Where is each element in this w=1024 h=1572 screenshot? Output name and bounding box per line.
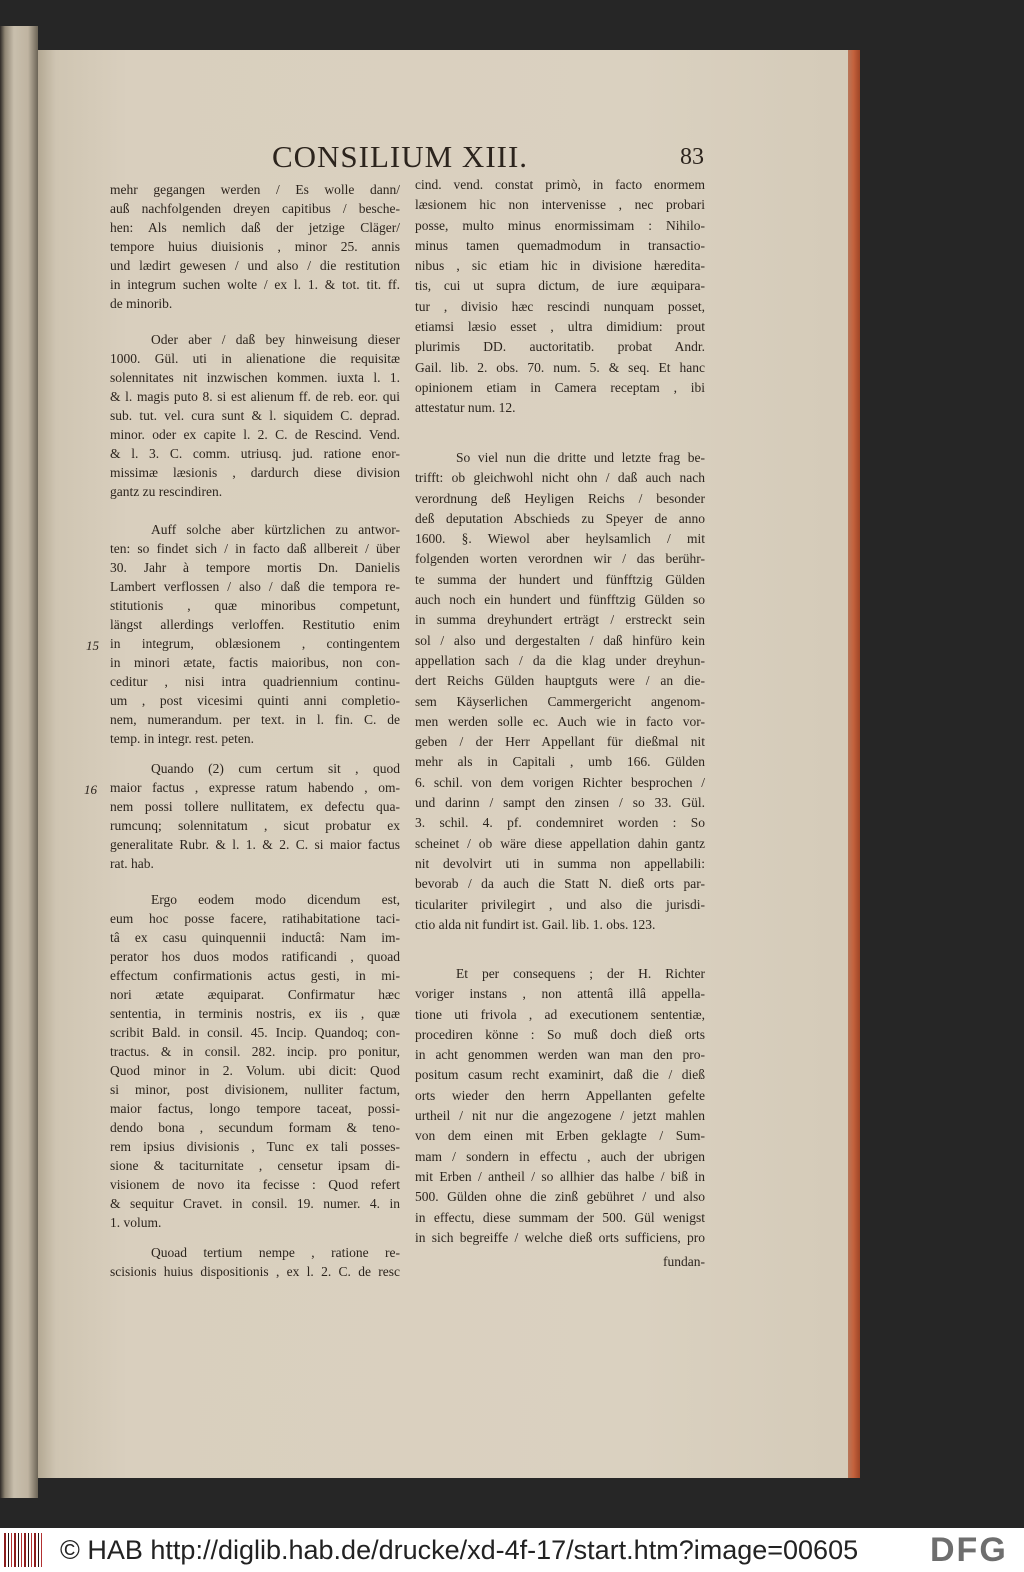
text-line: sem Käyserlichen Cammergericht angenom- — [415, 693, 705, 709]
text-line: mit Erben / antheil / so allhier das halbe / biß in — [415, 1168, 705, 1184]
text-line: appellation sach / da die klag under dreyhun- — [415, 652, 705, 668]
text-line: dendo bona , secundum formam & teno- — [110, 1120, 400, 1135]
text-line: in summa dreyhundert erträgt / erstreckt sein — [415, 612, 705, 628]
text-line: hen: Als nemlich daß der jetzige Cläger/ — [110, 220, 400, 235]
text-line: solennitates nit inzwischen kommen. iuxta l. 1. — [110, 370, 400, 385]
text-line: orts wieder den herrn Appellanten gefelte — [415, 1087, 705, 1103]
text-line: in integrum suchen wolte / ex l. 1. & tot. tit. ff. — [110, 277, 400, 292]
text-line: um , post vicesimi quinti anni completio- — [110, 693, 400, 708]
paragraph — [110, 520, 400, 748]
text-line: & sequitur Cravet. in consil. 19. numer. 4. in — [110, 1196, 400, 1211]
text-line: 6. schil. von dem vorigen Richter besprochen / — [415, 774, 705, 790]
catchword: fundan- — [663, 1254, 705, 1269]
text-line: So viel nun die dritte und letzte frag be- — [456, 450, 705, 465]
paragraph — [110, 1243, 400, 1281]
dfg-logo: DFG — [930, 1531, 1008, 1569]
text-line: gantz zu rescindiren. — [110, 484, 223, 499]
text-line: tempore huius diuisionis , minor 25. annis — [110, 239, 400, 254]
text-line: voriger instans , non attentâ illâ appella- — [415, 986, 705, 1002]
text-line: posse, multo minus enormissimam : Nihilo- — [415, 217, 705, 233]
text-line: 1000. Gül. uti in alienatione die requisitæ — [110, 351, 400, 366]
page-edge — [848, 50, 860, 1478]
paragraph — [110, 890, 400, 1232]
left-text-column — [110, 0, 400, 1300]
text-line: rat. hab. — [110, 856, 154, 871]
text-line: bevorab / da auch die Statt N. dieß orts par- — [415, 876, 705, 892]
text-line: urtheil / nit nur die angezogene / jetzt mahlen — [415, 1108, 705, 1124]
text-line: minus tamen quemadmodum in transactio- — [415, 237, 705, 253]
text-line: effectum confirmationis actus gesti, in mi- — [110, 968, 400, 983]
facing-page-edge — [0, 26, 38, 1498]
page-number: 83 — [680, 144, 704, 170]
text-line: sol / also und dergestalten / daß hinfüro kein — [415, 632, 705, 648]
text-line: men werden solle ec. Auch wie in facto vor- — [415, 713, 705, 729]
text-line: längst allerdings verloffen. Restitutio enim — [110, 617, 400, 632]
text-line: Oder aber / daß bey hinweisung dieser — [151, 332, 400, 347]
text-line: in sich begreiffe / welche dieß orts sufficiens, pro — [415, 1229, 705, 1245]
paragraph — [415, 448, 705, 935]
text-line: procediren könne : So muß doch dieß orts — [415, 1026, 705, 1042]
text-line: auch noch ein hundert und fünfftzig Gülden so — [415, 592, 705, 608]
text-line: in integrum, oblæsionem , contingentem — [110, 636, 400, 651]
text-line: nem, numerandum. per text. in l. fin. C. de — [110, 712, 400, 727]
text-line: 3. schil. 4. pf. condemniret worden : So — [415, 815, 705, 831]
text-line: Auff solche aber kürtzlichen zu antwor- — [151, 522, 400, 537]
paragraph — [110, 759, 400, 873]
text-line: scisionis huius dispositionis , ex l. 2. C. de resc — [110, 1264, 400, 1279]
text-line: geben / der Herr Appellant für dießmal nit — [415, 734, 705, 750]
text-line: sententia, in terminis nostris, ex iis , quæ — [110, 1006, 400, 1021]
text-line: in minori ætate, factis maioribus, non con- — [110, 655, 400, 670]
text-line: in acht genommen werden wan man den pro- — [415, 1047, 705, 1063]
text-line: maior factus , expresse ratum habendo , om- — [110, 780, 400, 795]
text-line: tractus. & in consil. 282. incip. pro ponitur, — [110, 1044, 400, 1059]
text-line: eum hoc posse facere, ratihabitatione taci- — [110, 911, 400, 926]
text-line: 500. Gülden ohne die zinß gebühret / und also — [415, 1189, 705, 1205]
text-line: attestatur num. 12. — [415, 400, 516, 416]
text-line: tur , divisio hæc rescindi nunquam posset, — [415, 298, 705, 314]
text-line: sione & taciturnitate , censetur ipsam di- — [110, 1158, 400, 1173]
text-line: & l. magis puto 8. si est alienum ff. de reb. eor. qui — [110, 389, 400, 404]
footer-source-url: © HAB http://diglib.hab.de/drucke/xd-4f-17/start.htm?image=00605 — [60, 1535, 859, 1565]
text-line: rumcunq; solennitatum , sicut probatur ex — [110, 818, 400, 833]
paragraph — [110, 180, 400, 313]
text-line: generalitate Rubr. & l. 1. & 2. C. si maior factus — [110, 837, 400, 852]
text-line: ctio alda nit fundirt ist. Gail. lib. 1. obs. 123. — [415, 916, 656, 932]
text-line: Ergo eodem modo dicendum est, — [151, 892, 400, 907]
text-line: und lædirt gewesen / und also / die restitution — [110, 258, 400, 273]
text-line: temp. in integr. rest. peten. — [110, 731, 254, 746]
text-line: nit devolvirt uti in summa non appellabili: — [415, 855, 705, 871]
text-line: tis, cui ut supra dictum, de iure æquipara- — [415, 278, 705, 294]
paragraph — [110, 330, 400, 501]
text-line: Lambert verflossen / also / daß die tempora re- — [110, 579, 400, 594]
text-line: sub. tut. vel. cura sunt & l. siquidem C. deprad. — [110, 408, 400, 423]
text-line: von dem einen mit Erben geklagte / Sum- — [415, 1128, 705, 1144]
text-line: und darinn / sampt den zinsen / so 33. Gül. — [415, 795, 705, 811]
footer-bar — [0, 1528, 1024, 1572]
text-line: 30. Jahr à tempore mortis Dn. Danielis — [110, 560, 400, 575]
hab-barcode-icon — [4, 1533, 42, 1567]
text-line: cind. vend. constat primò, in facto enormem — [415, 177, 705, 192]
text-line: mehr als in Capitali , umb 166. Gülden — [415, 754, 705, 770]
text-line: Gail. lib. 2. obs. 70. num. 5. & seq. Et hanc — [415, 359, 705, 375]
text-line: Quando (2) cum certum sit , quod — [151, 761, 400, 776]
text-line: folgenden worten verordnen wir / das berühr- — [415, 551, 705, 567]
text-line: plurimis DD. auctoritatib. probat Andr. — [415, 339, 705, 355]
text-line: missimæ læsionis , dardurch diese division — [110, 465, 400, 480]
margin-note: 15 — [86, 638, 99, 653]
text-line: te summa der hundert und fünfftzig Gülden — [415, 571, 705, 587]
text-line: opinionem etiam in Camera receptam , ibi — [415, 379, 705, 395]
text-line: auß nachfolgenden dreyen capitibus / besche- — [110, 201, 400, 216]
text-line: positum casum recht examinirt, daß die / dieß — [415, 1067, 705, 1083]
text-line: perator hos duos modos ratificandi , quoad — [110, 949, 400, 964]
text-line: si minor, post divisionem, nulliter factum, — [110, 1082, 400, 1097]
margin-note: 16 — [84, 782, 97, 797]
text-line: 1600. §. Wiewol aber heylsamlich / mit — [415, 531, 705, 547]
text-line: Et per consequens ; der H. Richter — [456, 966, 705, 981]
text-line: scheinet / ob wäre diese appellation dahin gantz — [415, 835, 705, 851]
text-line: nibus , sic etiam hic in divisione hæredita- — [415, 258, 705, 274]
text-line: rem ipsius divisionis , Tunc ex tali posses- — [110, 1139, 400, 1154]
text-line: stitutionis , quæ minoribus competunt, — [110, 598, 400, 613]
text-line: 1. volum. — [110, 1215, 162, 1230]
text-line: trifft: ob gleichwohl nicht ohn / daß auch nach — [415, 470, 705, 486]
running-head: CONSILIUM XIII. — [271, 139, 529, 174]
text-line: in effectu, diese summam der 500. Gül wenigst — [415, 1209, 705, 1225]
text-line: etiamsi læsio esset , ultra dimidium: prout — [415, 319, 705, 335]
text-line: Quod minor in 2. Volum. ubi dicit: Quod — [110, 1063, 400, 1078]
right-text-column — [415, 0, 705, 1300]
text-line: mehr gegangen werden / Es wolle dann/ — [110, 182, 400, 197]
text-line: ceditur , nisi intra quadriennium continu- — [110, 674, 400, 689]
text-line: deß deputation Abschieds zu Speyer de anno — [415, 510, 705, 526]
text-line: & l. 3. C. comm. utriusq. jud. ratione enor- — [110, 446, 400, 461]
text-line: nori ætate æquiparat. Confirmatur hæc — [110, 987, 400, 1002]
paragraph — [415, 964, 705, 1248]
text-line: de minorib. — [110, 296, 173, 311]
text-line: læsionem hic non intervenisse , nec probari — [415, 197, 705, 213]
text-line: nem possi tollere nullitatem, ex defectu qua- — [110, 799, 400, 814]
text-line: tâ ex casu quinquennii inductâ: Nam im- — [110, 930, 400, 945]
text-line: dert Reichs Gülden hauptguts were / an die- — [415, 673, 705, 689]
text-line: ticulariter privilegirt , und also die jurisdi- — [415, 896, 705, 912]
paragraph — [415, 175, 705, 419]
text-line: tione uti frivola , ad executionem sententiæ, — [415, 1006, 705, 1022]
text-line: mam / sondern in effectu , auch der ubrigen — [415, 1148, 705, 1164]
text-line: ten: so findet sich / in facto daß allbereit / über — [110, 541, 400, 556]
text-line: verordnung deß Heyligen Reichs / besonder — [415, 490, 705, 506]
text-line: minor. oder ex capite l. 2. C. de Rescind. Vend. — [110, 427, 400, 442]
text-line: Quoad tertium nempe , ratione re- — [151, 1245, 400, 1260]
text-line: visionem de novo ita fecisse : Quod refert — [110, 1177, 400, 1192]
text-line: scribit Bald. in consil. 45. Incip. Quandoq; con- — [110, 1025, 400, 1040]
text-line: maior factus, longo tempore taceat, possi- — [110, 1101, 400, 1116]
